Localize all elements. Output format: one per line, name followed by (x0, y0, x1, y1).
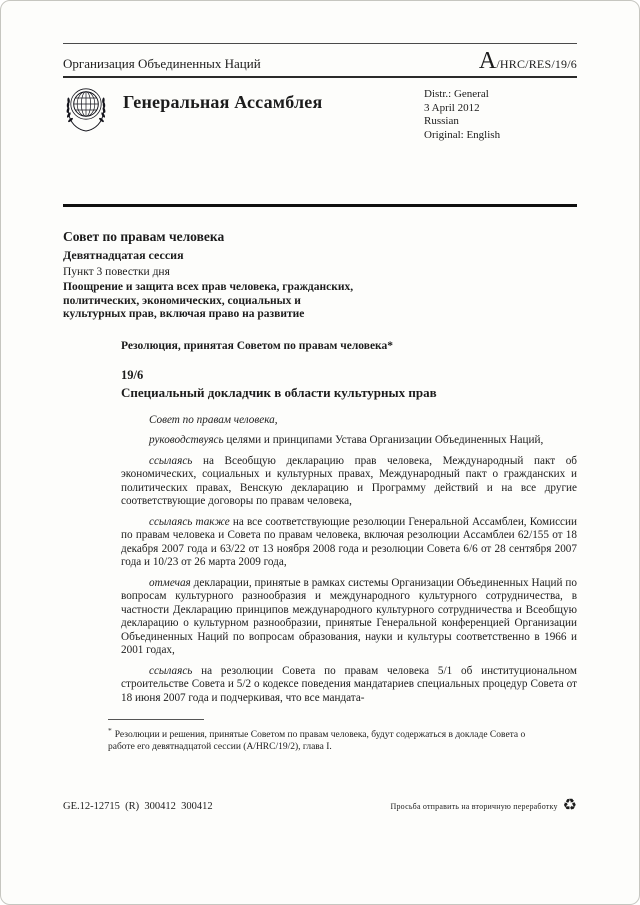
document-symbol-rest: /HRC/RES/19/6 (496, 57, 577, 71)
organization-name: Организация Объединенных Наций (63, 56, 261, 71)
document-symbol-letter: A (478, 48, 497, 74)
resolution-title: Специальный докладчик в области культурных прав (121, 384, 437, 400)
recycle-mark (391, 798, 578, 814)
body-paragraph: ссылаясь на Всеобщую декларацию прав человека, Международный пакт об экономических, социальных и культурных правах, Международный пакт о гражданских и политических правах, Венскую декларацию и Программу действий и на все другие соответствующие договоры по правам человека, (121, 454, 577, 507)
agenda-item-title: Поощрение и защита всех прав человека, гражданских, политических, экономических, социальных и культурных прав, включая право на развитие (63, 281, 354, 320)
document-code: GE.12-12715 (R) 300412 300412 (63, 800, 213, 812)
page-footer (63, 798, 577, 814)
footnote-text (108, 725, 540, 753)
footnote-marker: * (108, 726, 112, 735)
agenda-item: Пункт 3 повестки дня (63, 266, 170, 278)
footnote-body: Резолюции и решения, принятые Советом по правам человека, будут содержаться в докладе Совета о работе его девятнадцатой сессии (A/HRC/19/2), глава I. (108, 730, 526, 752)
body-paragraph: ссылаясь на резолюции Совета по правам человека 5/1 об институциональном строительстве Совета и 5/2 о кодексе поведения мандатариев специальных процедур Совета от 18 июня 2007 года и подчеркивая, что все мандата- (121, 664, 577, 704)
document-content (1, 1, 639, 753)
distr-line: Distr.: General (424, 88, 489, 100)
un-emblem (63, 85, 109, 138)
body-paragraph: отмечая декларации, принятые в рамках системы Организации Объединенных Наций по вопросам культурного разнообразия и международного культурного сотрудничества, в частности Декларацию принципов международного культурного сотрудничества и Всеобщую декларацию о культурном разнообразии, принятые Генеральной конференцией Организации Объединенных Наций по вопросам образования, науки и культуры соответственно в 1966 и 2001 годах, (121, 576, 577, 656)
body-paragraph: ссылаясь также на все соответствующие резолюции Генеральной Ассамблеи, Комиссии по правам человека и Совета по правам человека, включая резолюции Ассамблеи 62/155 от 18 декабря 2007 года и 63/22 от 13 ноября 2008 года и резолюции Совета 6/6 от 28 сентября 2007 года и 10/23 от 26 марта 2009 года, (121, 515, 577, 568)
assembly-title: Генеральная Ассамблея (123, 92, 323, 112)
footnote-rule (108, 719, 204, 720)
distr-line: 3 April 2012 (424, 101, 480, 114)
body-paragraph: руководствуясь целями и принципами Устава Организации Объединенных Наций, (149, 434, 544, 446)
distr-line: Original: English (424, 128, 501, 141)
recycle-text: Просьба отправить на вторичную переработку (390, 801, 558, 811)
body-paragraph: Совет по правам человека, (149, 413, 278, 426)
resolution-body (121, 414, 577, 706)
footnote-block (108, 719, 577, 753)
masthead (63, 78, 577, 204)
distr-line: Russian (424, 115, 459, 127)
council-name: Совет по правам человека (63, 229, 225, 244)
recycle-icon: ♻ (562, 797, 577, 814)
un-emblem-graphic (63, 85, 109, 133)
resolution-number: 19/6 (121, 367, 144, 382)
resolution-block (121, 340, 577, 706)
resolution-heading: Резолюция, принятая Советом по правам человека* (121, 339, 394, 352)
document-header-row (63, 44, 577, 76)
distribution-block (424, 85, 577, 142)
header-bottom-rule (63, 204, 577, 207)
session-name: Девятнадцатая сессия (63, 248, 184, 262)
document-symbol (479, 49, 577, 73)
